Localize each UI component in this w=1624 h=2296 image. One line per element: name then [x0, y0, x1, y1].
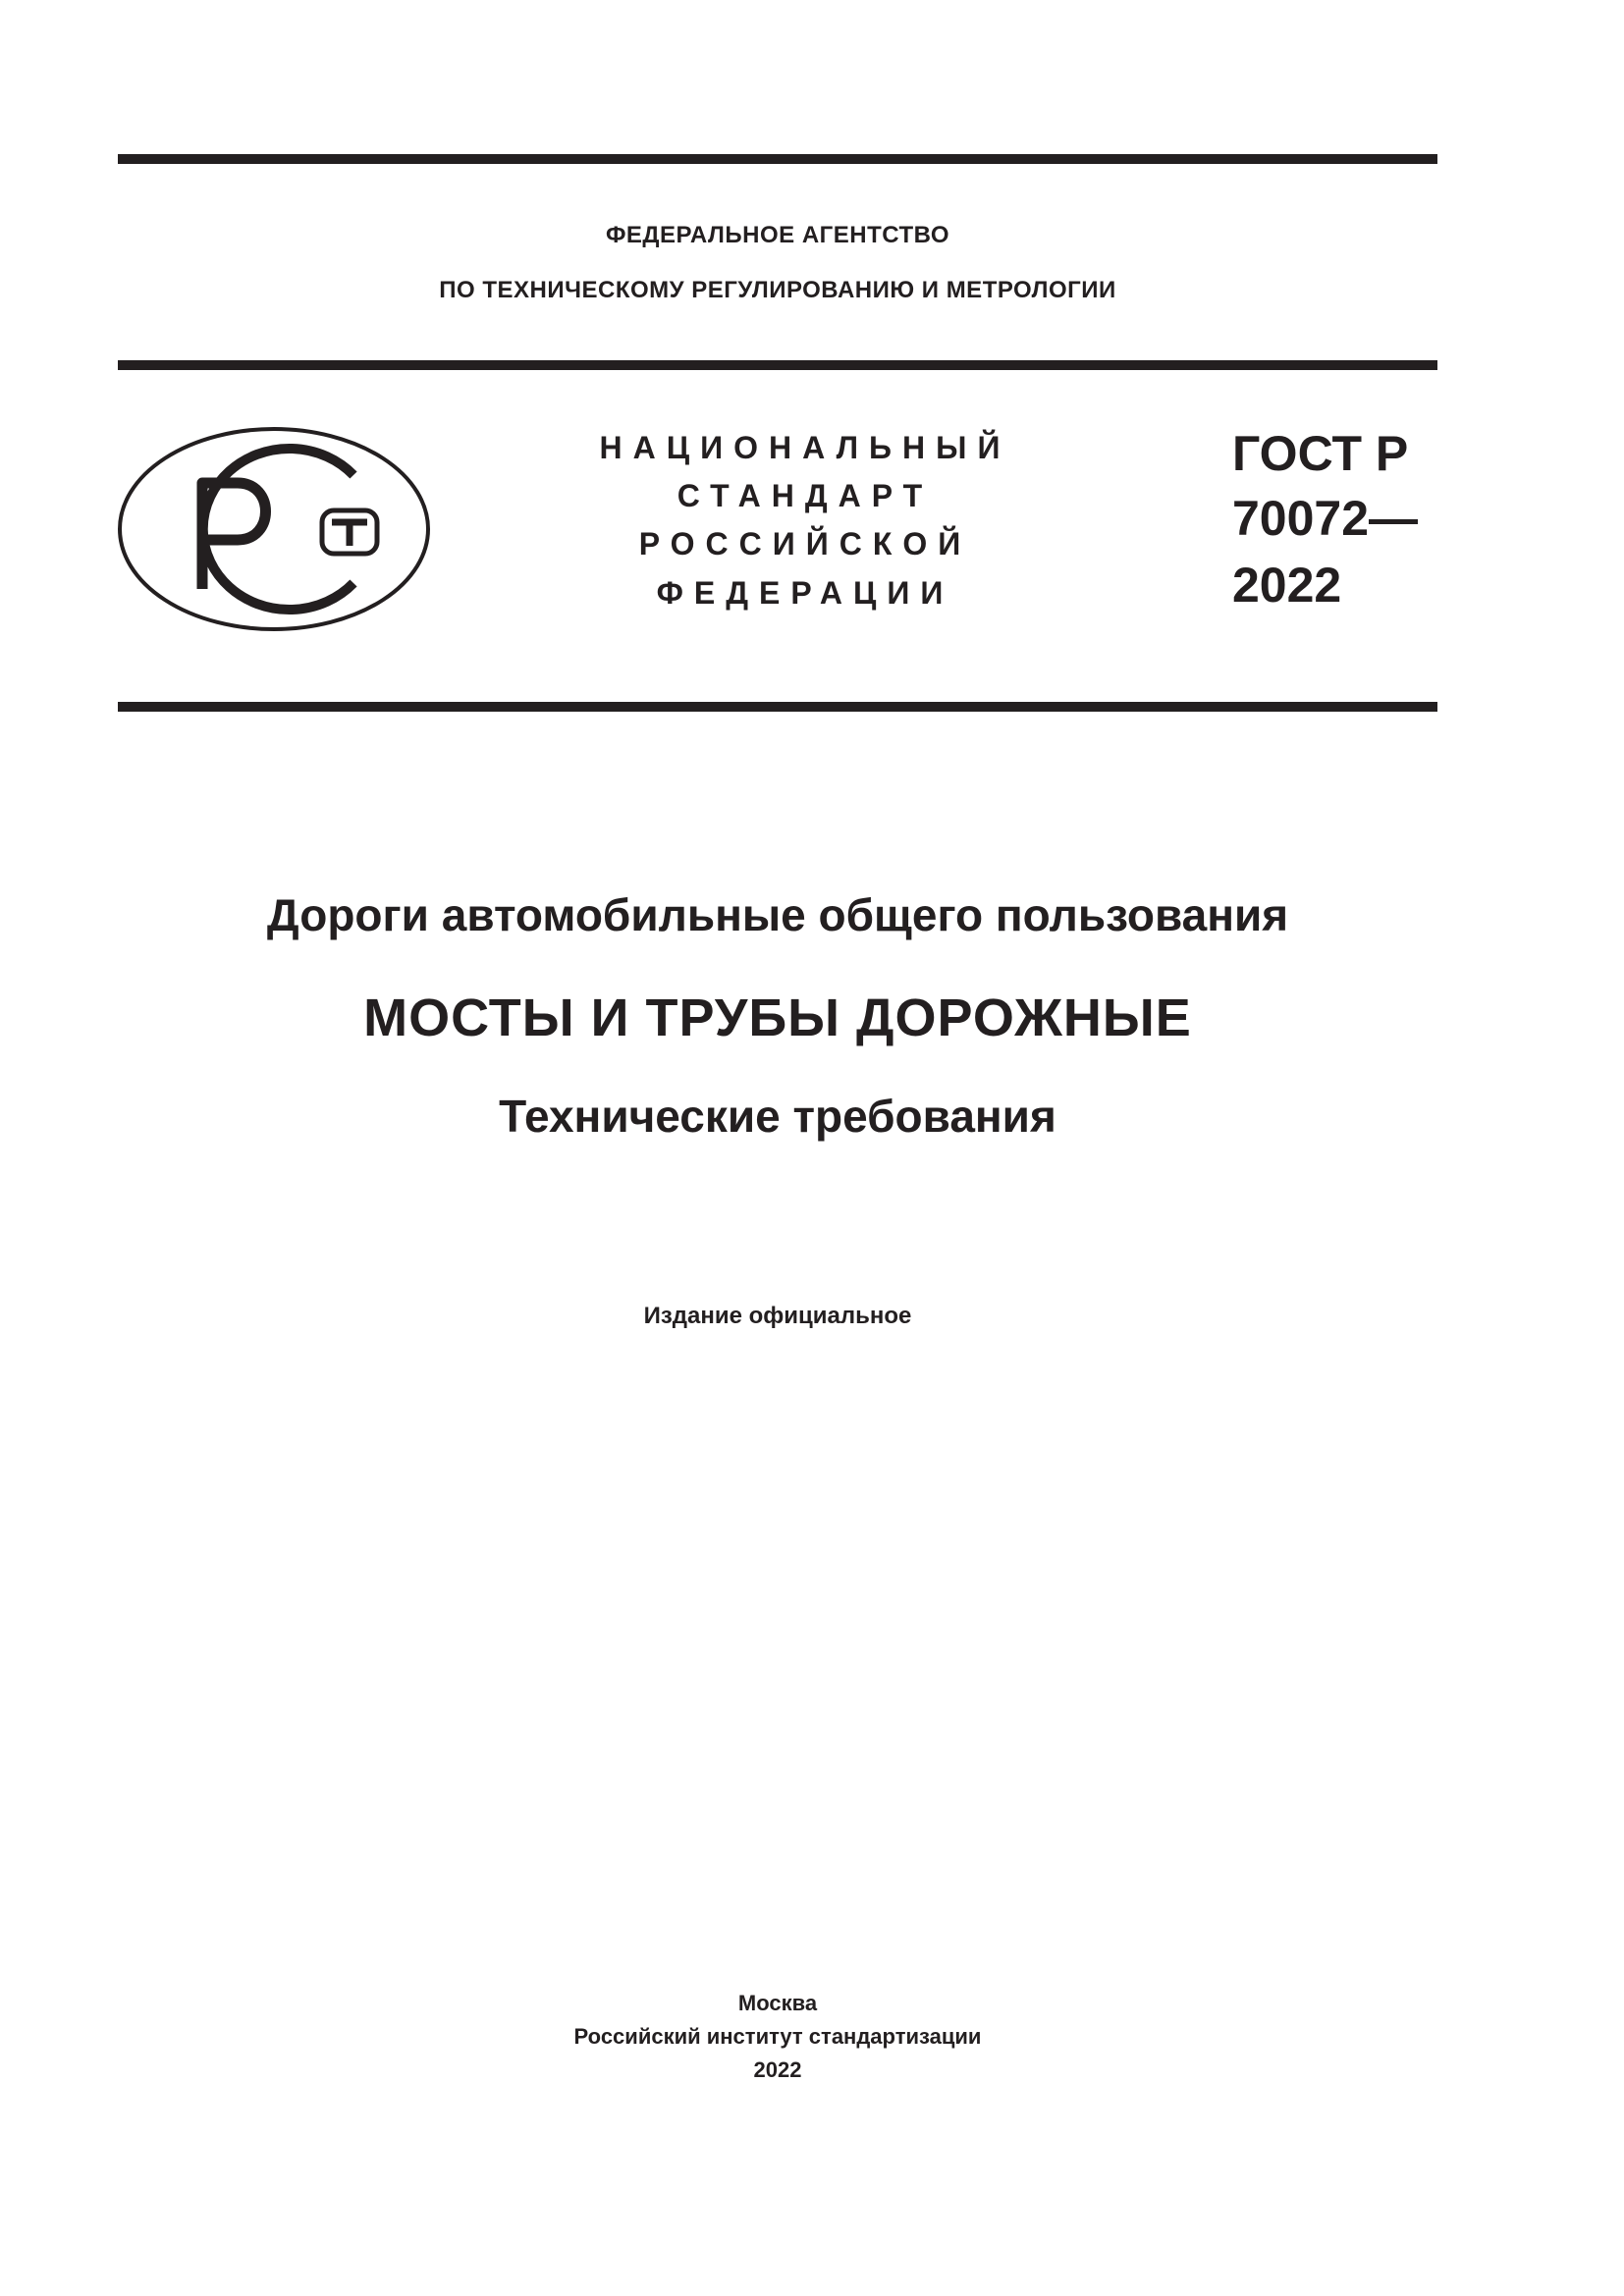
header-bottom-rule: [118, 702, 1437, 712]
edition-label: Издание официальное: [643, 1303, 912, 1329]
standard-type-line-4: ФЕДЕРАЦИИ: [656, 575, 954, 611]
imprint-city: Москва: [737, 1991, 818, 2015]
document-title-line-3: Технические требования: [499, 1091, 1056, 1142]
standard-type-line-2: СТАНДАРТ: [677, 478, 934, 513]
standard-type-line-3: РОССИЙСКОЙ: [638, 526, 972, 561]
agency-name-line-2: ПО ТЕХНИЧЕСКОМУ РЕГУЛИРОВАНИЮ И МЕТРОЛОГИИ: [439, 277, 1116, 303]
imprint-year: 2022: [753, 2057, 802, 2082]
imprint-publisher: Российский институт стандартизации: [573, 2024, 982, 2049]
designation-line-3: 2022: [1232, 558, 1342, 613]
designation-line-2: 70072—: [1232, 491, 1419, 546]
designation-line-1: ГОСТ Р: [1232, 426, 1409, 481]
header-rule: [118, 360, 1437, 370]
agency-name-line-1: ФЕДЕРАЛЬНОЕ АГЕНТСТВО: [605, 222, 950, 248]
standard-type-line-1: НАЦИОНАЛЬНЫЙ: [599, 430, 1011, 465]
document-title-line-1: Дороги автомобильные общего пользования: [266, 889, 1289, 940]
top-rule: [118, 154, 1437, 164]
document-title-line-2: МОСТЫ И ТРУБЫ ДОРОЖНЫЕ: [363, 988, 1192, 1047]
rst-certification-logo-icon: [116, 424, 432, 634]
